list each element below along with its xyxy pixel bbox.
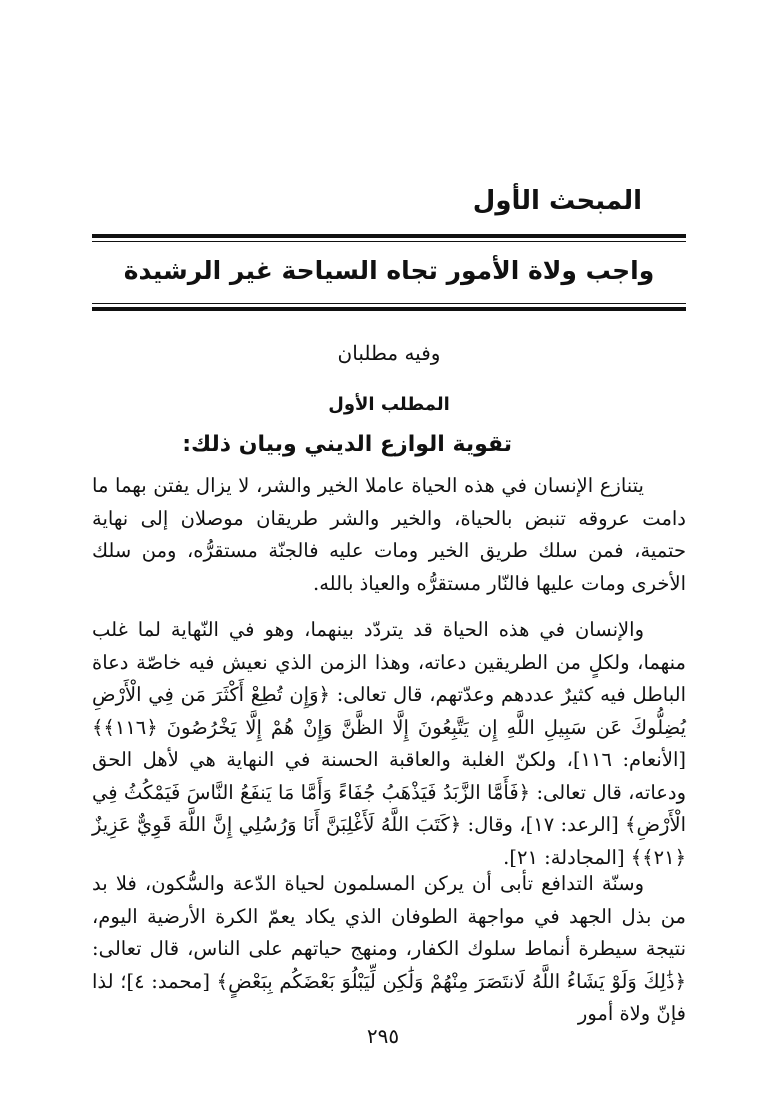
paragraph-2: والإنسان في هذه الحياة قد يتردّد بينهما، وهو في النّهاية لما غلب منهما، ولكلٍ من الطريقين دعاته، وهذا الزمن الذي نعيش فيه خاصّة دعاة الباطل فيه كثيرٌ عددهم وعدّتهم، قال تعالى: ﴿وَإِن تُطِعْ أَكْثَرَ مَن فِي الْأَرْضِ يُضِلُّوكَ عَن سَبِيلِ اللَّهِ إِن يَتَّبِعُونَ إِلَّا الظَّنَّ وَإِنْ هُمْ إِلَّا يَخْرُصُونَ ﴿١١٦﴾﴾ [الأنعام: ١١٦]، ولكنّ الغلبة والعاقبة الحسنة في النهاية هي لأهل الحق ودعاته، قال تعالى: ﴿فَأَمَّا الزَّبَدُ فَيَذْهَبُ جُفَاءً وَأَمَّا مَا يَنفَعُ النَّاسَ فَيَمْكُثُ فِي الْأَرْضِ﴾ [الرعد: ١٧]، وقال: ﴿كَتَبَ اللَّهُ لَأَغْلِبَنَّ أَنَا وَرُسُلِي إِنَّ اللَّهَ قَوِيٌّ عَزِيزٌ ﴿٢١﴾﴾ [المجادلة: ٢١].: [92, 618, 687, 869]
subsection-heading: تقوية الوازع الديني وبيان ذلك:: [182, 432, 512, 457]
chapter-title: المبحث الأول: [472, 186, 642, 216]
paragraph-1: يتنازع الإنسان في هذه الحياة عاملا الخير والشر، لا يزال يفتن بهما ما دامت عروقه تنبض بالحياة، والخير والشر طريقان موصلان إلى نهاية حتمية، فمن سلك طريق الخير ومات عليه فالجنّة مستقرُّه، ومن سلك الأخرى ومات عليها فالنّار مستقرُّه والعياذ بالله.: [92, 474, 686, 595]
section-title: واجب ولاة الأمور تجاه السياحة غير الرشيدة: [123, 256, 655, 285]
paragraph-3: وسنّة التدافع تأبى أن يركن المسلمون لحياة الدّعة والسُّكون، فلا بد من بذل الجهد في مواجهة الطوفان الذي يكاد يعمّ الكرة الأرضية اليوم، نتيجة سيطرة أنماط سلوك الكفار، ومنهج حياتهم على الناس، قال تعالى: ﴿ذَٰلِكَ وَلَوْ يَشَاءُ اللَّهُ لَانتَصَرَ مِنْهُمْ وَلَٰكِن لِّيَبْلُوَ بَعْضَكُم بِبَعْضٍ﴾ [محمد: ٤]؛ لذا فإنّ ولاة أمور: [92, 872, 687, 1025]
intro-line: وفيه مطلبان: [337, 341, 441, 365]
top-double-rule: [92, 234, 686, 245]
bottom-double-rule: [92, 300, 686, 311]
subsection-title: المطلب الأول: [328, 394, 450, 415]
page-number: ٢٩٥: [366, 1024, 400, 1048]
